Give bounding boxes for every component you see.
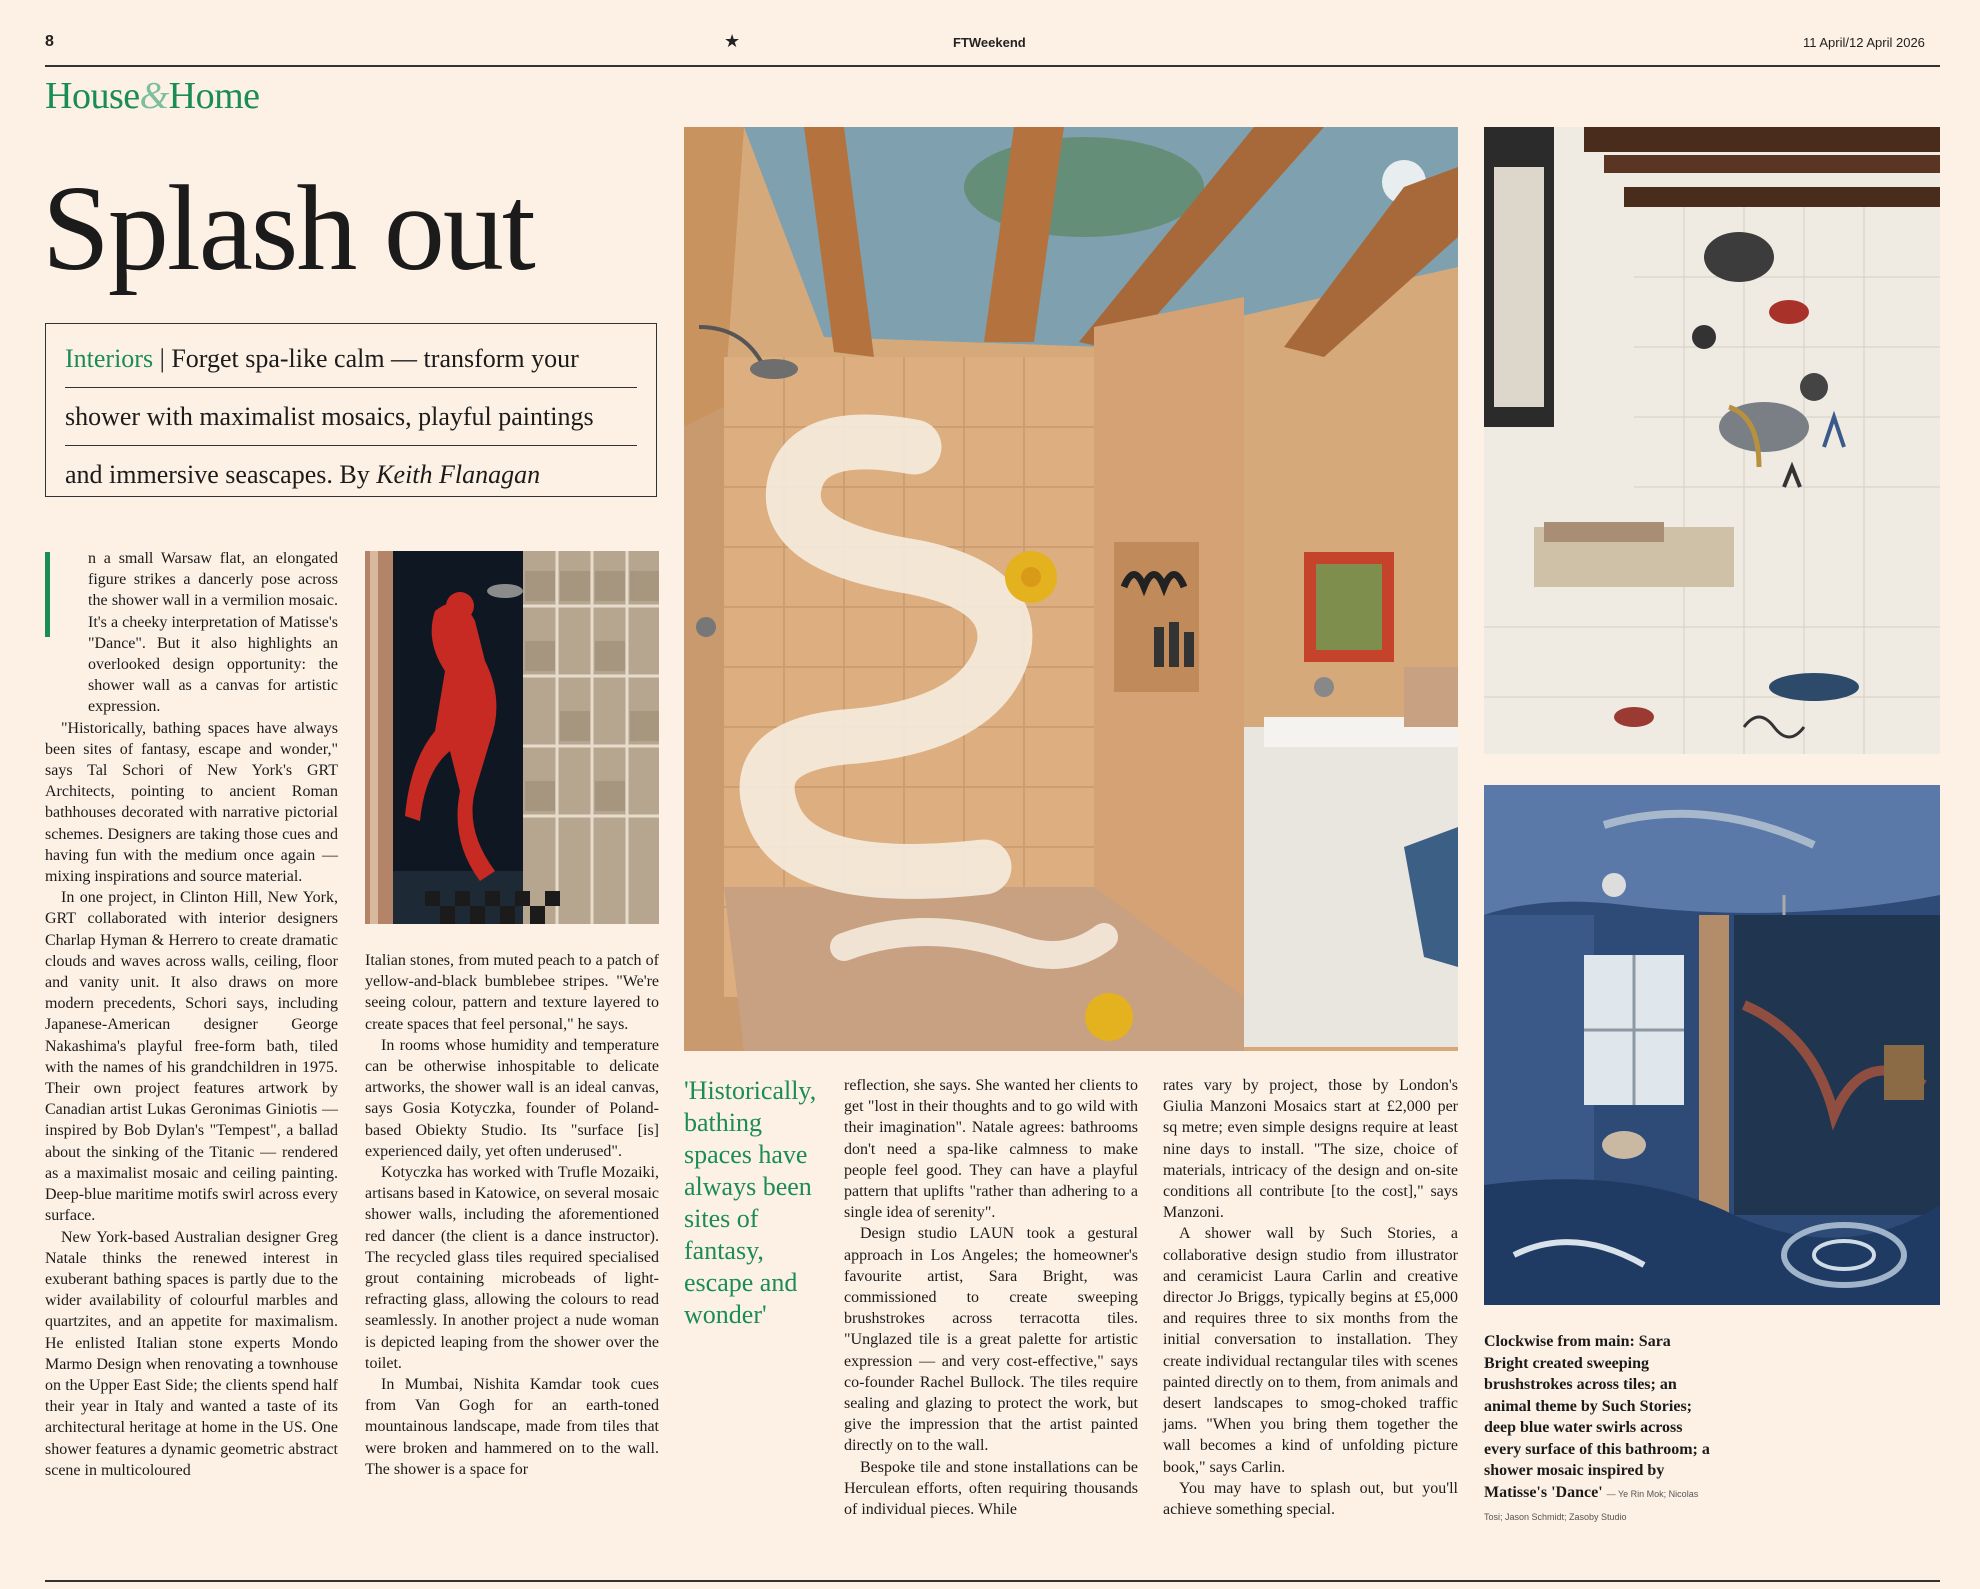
photo-animal-tiles <box>1484 127 1940 754</box>
col2-paragraph-3: Kotyczka has worked with Trufle Mozaiki, artisans based in Katowice, on several mosaic shower walls, including the aforementioned red dancer (the client is a dance instructor). The recycled glass tiles required specialised grout containing microbeads of light-refracting glass, allowing the colours to read seamlessly. In another project a nude woman is depicted leaping from the shower over the toilet. <box>365 1164 659 1372</box>
article-column-1 <box>45 548 338 1481</box>
col5-paragraph-3: You may have to splash out, but you'll achieve something special. <box>1163 1479 1458 1519</box>
section-title <box>45 74 260 118</box>
dropcap-bar <box>45 552 50 637</box>
col4-paragraph-1: reflection, she says. She wanted her clients to get "lost in their thoughts and to go wild with their imagination". Natale agrees: bathrooms don't need a spa-like calmness to make people feel good. They can have a playful pattern that uplifts "rather than adhering to a single idea of serenity". <box>844 1077 1138 1222</box>
col4-paragraph-3: Bespoke tile and stone installations can be Herculean efforts, often requiring thousands of individual pieces. While <box>844 1458 1138 1519</box>
col5-paragraph-2: A shower wall by Such Stories, a collaborative design studio from illustrator and ceramicist Laura Carlin and creative director Jo Briggs, typically begins at £5,000 and requires three to six months from the initial conversation to installation. They create individual rectangular tiles with scenes painted directly on to them, from animals and desert landscapes to smog-choked traffic jams. "When you bring them together the wall becomes a kind of unfolding picture book," says Carlin. <box>1163 1225 1458 1476</box>
opening-paragraph: n a small Warsaw flat, an elongated figure strikes a dancerly pose across the shower wall in a vermilion mosaic. It's a cheeky interpretation of Matisse's "Dance". But it also highlights an overlooked design opportunity: the shower wall as a canvas for artistic expression. <box>88 550 338 716</box>
col1-paragraph-1: "Historically, bathing spaces have always been sites of fantasy, escape and wonder," says Tal Schori of New York's GRT Architects, pointing to ancient Roman bathhouses decorated with narrative pictorial schemes. Designers are taking those cues and having fun with the medium once again — mixing inspirations and source material. <box>45 719 338 886</box>
standfirst-text-1: Forget spa-like calm — transform your <box>171 344 579 373</box>
issue-date: 11 April/12 April 2026 <box>1803 35 1925 50</box>
dropcap-block <box>45 548 338 718</box>
col1-paragraph-2: In one project, in Clinton Hill, New York, GRT collaborated with interior designers Charlap Hyman & Herrero to create dramatic clouds and waves across walls, ceiling, floor and vanity unit. It also draws on more modern precedents, Schori says, including Japanese-American designer George Nakashima's playful free-form bath, tiled with the names of his grandchildren in 1975. Their own project features artwork by Canadian artist Lukas Geronimas Giniotis — inspired by Bob Dylan's "Tempest", a ballad about the sinking of the Titanic — rendered as a maximalist mosaic and ceiling painting. Deep-blue maritime motifs swirl across every surface. <box>45 889 338 1225</box>
col2-paragraph-1: Italian stones, from muted peach to a patch of yellow-and-black bumblebee stripes. "We're seeing colour, pattern and texture layered to create spaces that feel personal," he says. <box>365 952 659 1033</box>
byline-author: Keith Flanagan <box>376 460 541 489</box>
col2-paragraph-4: In Mumbai, Nishita Kamdar took cues from Van Gogh for an earth-toned mountainous landscape, made from tiles that were broken and hammered on to the wall. The shower is a space for <box>365 1376 659 1478</box>
standfirst-box <box>45 323 657 497</box>
photo-caption <box>1484 1331 1714 1529</box>
star-icon: ★ <box>724 31 741 51</box>
standfirst-line-3 <box>65 446 637 503</box>
section-title-amp: & <box>139 75 169 117</box>
col5-paragraph-1: rates vary by project, those by London's Giulia Manzoni Mosaics start at £2,000 per sq metre; even simple designs require at least nine days to install. "The size, choice of materials, intricacy of the design and on-site conditions all contribute [to the cost]," says Manzoni. <box>1163 1077 1458 1222</box>
header-rule <box>45 65 1940 67</box>
article-column-5 <box>1163 1075 1458 1520</box>
footer-rule <box>45 1580 1940 1582</box>
article-column-2 <box>365 950 659 1480</box>
pull-quote: 'Historically, bathing spaces have always been sites of fantasy, escape and wonder' <box>684 1076 817 1329</box>
photo-blue-seascape-bathroom <box>1484 785 1940 1305</box>
section-title-home: Home <box>168 75 260 117</box>
col1-paragraph-3: New York-based Australian designer Greg Natale thinks the renewed interest in exuberant bathing spaces is partly due to the wider availability of colourful marbles and quartzites, and an appetite for maximalism. He enlisted Italian stone experts Mondo Marmo Design when renovating a townhouse on the Upper East Side; the clients spend half their year in Italy and wanted a taste of its architectural heritage at home in the US. One shower features a dynamic geometric abstract scene in multicoloured <box>45 1228 338 1479</box>
headline: Splash out <box>42 161 534 296</box>
article-column-4 <box>844 1075 1138 1520</box>
photo-dancer-mosaic <box>365 551 659 924</box>
page-number: 8 <box>45 33 54 50</box>
standfirst-text-3: and immersive seascapes. By <box>65 460 370 489</box>
caption-text: Clockwise from main: Sara Bright created sweeping brushstrokes across tiles; an animal theme by Such Stories; deep blue water swirls across every surface of this bathroom; a shower mosaic inspired by Matisse's 'Dance' <box>1484 1333 1710 1501</box>
standfirst-line-1 <box>65 330 637 388</box>
col4-paragraph-2: Design studio LAUN took a gestural approach in Los Angeles; the homeowner's favourite artist, Sara Bright, was commissioned to create sweeping brushstrokes across terracotta tiles. "Unglazed tile is a great palette for artistic expression — and very cost-effective," says co-founder Rachel Bullock. The tiles require sealing and glazing to protect the work, but give the impression that the artist painted directly on to the wall. <box>844 1225 1138 1455</box>
publication-name: FTWeekend <box>953 35 1026 50</box>
standfirst-kicker: Interiors <box>65 344 154 373</box>
standfirst-separator: | <box>159 344 165 373</box>
photo-brushstroke-shower <box>684 127 1458 1051</box>
standfirst-line-2: shower with maximalist mosaics, playful paintings <box>65 388 637 446</box>
photo-credits: — Ye Rin Mok; Nicolas Tosi; Jason Schmidt; Zasoby Studio <box>1484 1488 1699 1522</box>
col2-paragraph-2: In rooms whose humidity and temperature can be otherwise inhospitable to delicate artworks, the shower wall is an ideal canvas, says Gosia Kotyczka, founder of Poland-based Obiekty Studio. Its "surface [is] experienced daily, yet often underused". <box>365 1036 659 1160</box>
section-title-house: House <box>45 75 140 117</box>
